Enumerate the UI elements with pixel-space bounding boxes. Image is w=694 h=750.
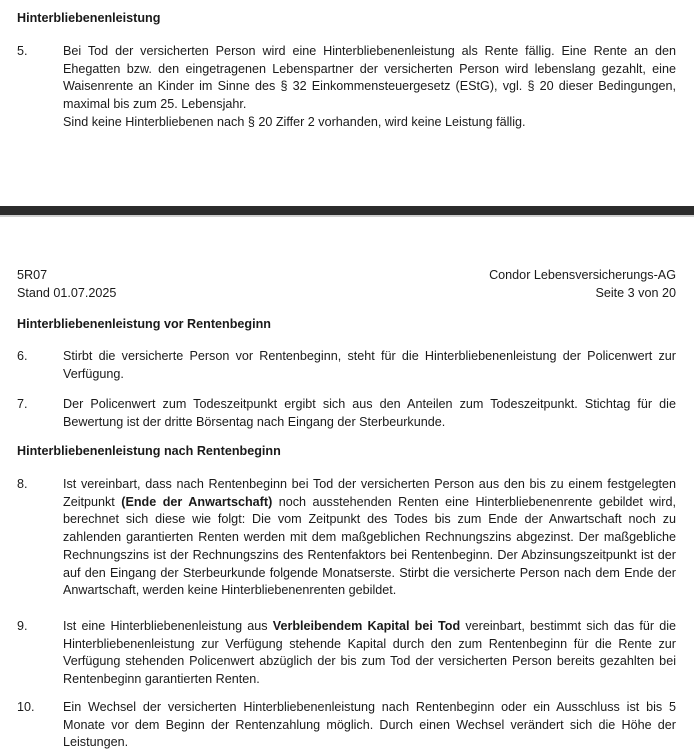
clause-bold-term: Verbleibendem Kapital bei Tod — [272, 619, 461, 633]
clause-item-5 — [17, 43, 676, 132]
clause-bold-term: (Ende der Anwartschaft) — [121, 494, 273, 509]
clause-text: Stirbt die versicherte Person vor Rentenbeginn, steht für die Hinterbliebenenleistung der Policenwert zur Verfügung. — [63, 349, 676, 381]
clause-text-segment: vereinbart, bestimmt sich das für die Hinterbliebenenleistung zur Verfügung stehende Kapital durch den zum Rentenbeginn für die Rente zur Verfügung stehenden Policenwert abzüglich der bis zum Tod der versicherten Person bereits gezahlten bei Rentenbeginn garantierten Renten. — [63, 619, 676, 687]
page-break-divider — [0, 206, 694, 215]
clause-text-segment: Ist vereinbart, dass nach Rentenbeginn bei Tod der versicherten Person aus den bis zu einem festgelegten Zeitpunkt — [63, 477, 676, 509]
clause-text — [63, 476, 676, 600]
clause-item-9 — [17, 618, 676, 689]
clause-text-segment: noch ausstehenden Renten eine Hinterbliebenenrente gebildet wird, berechnet sich diese wie folgt: Die vom Zeitpunkt des Todes bis zum Ende der Anwartschaft noch zu zahlenden garantierten Renten werden mit dem maßgeblichen Rechnungszins abgezinst. Der maßgebliche Rechnungszins ist der Rechnungszins des Rentenfaktors bei Rentenbeginn. Der Abzinsungszeitpunkt ist der auf den Eingang der Sterbeurkunde folgende Monatserste. Stirbt die versicherte Person nach dem Ende der Anwartschaft, werden keine Hinterbliebenenrenten gebildet. — [63, 494, 676, 598]
section-heading-hinterbliebenenleistung: Hinterbliebenenleistung — [17, 11, 161, 25]
clause-text — [63, 618, 676, 689]
clause-number: 5. — [17, 44, 28, 58]
clause-item-6 — [17, 348, 676, 383]
company-name: Condor Lebensversicherungs-AG — [489, 268, 676, 282]
clause-paragraph: Bei Tod der versicherten Person wird eine Hinterbliebenenleistung als Rente fällig. Eine Rente an den Ehegatten bzw. den eingetragenen Lebenspartner der versicherten Person wird lebenslang gezahlt, eine Waisenrente an Kinder im Sinne des § 32 Einkommensteuergesetz (EStG), vgl. § 20 dieser Bedingungen, maximal bis zum 25. Lebensjahr. — [63, 44, 676, 112]
page-header-right — [489, 267, 676, 302]
version-date: Stand 01.07.2025 — [17, 285, 117, 300]
clause-item-8 — [17, 476, 676, 600]
clause-text — [63, 43, 676, 132]
section-heading-vor-rentenbeginn: Hinterbliebenenleistung vor Rentenbeginn — [17, 317, 271, 331]
clause-text: Der Policenwert zum Todeszeitpunkt ergibt sich aus den Anteilen zum Todeszeitpunkt. Stichtag für die Bewertung ist der dritte Börsentag nach Eingang der Sterbeurkunde. — [63, 397, 676, 429]
page-header-left — [17, 267, 116, 302]
clause-text: Ein Wechsel der versicherten Hinterbliebenenleistung nach Rentenbeginn oder ein Ausschluss ist bis 5 Monate vor dem Beginn der Rentenzahlung möglich. Durch einen Wechsel verändert sich die Höhe der Leistungen. — [63, 700, 676, 750]
section-heading-nach-rentenbeginn: Hinterbliebenenleistung nach Rentenbeginn — [17, 444, 281, 458]
clause-number: 10. — [17, 700, 35, 714]
clause-item-10 — [17, 699, 676, 750]
clause-item-7 — [17, 396, 676, 431]
page-number: Seite 3 von 20 — [595, 285, 676, 300]
clause-text-segment: Ist eine Hinterbliebenenleistung aus — [63, 619, 273, 633]
form-code: 5R07 — [17, 268, 48, 282]
clause-paragraph: Sind keine Hinterbliebenen nach § 20 Ziffer 2 vorhanden, wird keine Leistung fällig. — [63, 114, 526, 129]
page-header — [17, 267, 676, 302]
clause-number: 7. — [17, 397, 28, 411]
clause-number: 6. — [17, 349, 28, 363]
clause-number: 8. — [17, 477, 28, 491]
clause-number: 9. — [17, 619, 28, 633]
